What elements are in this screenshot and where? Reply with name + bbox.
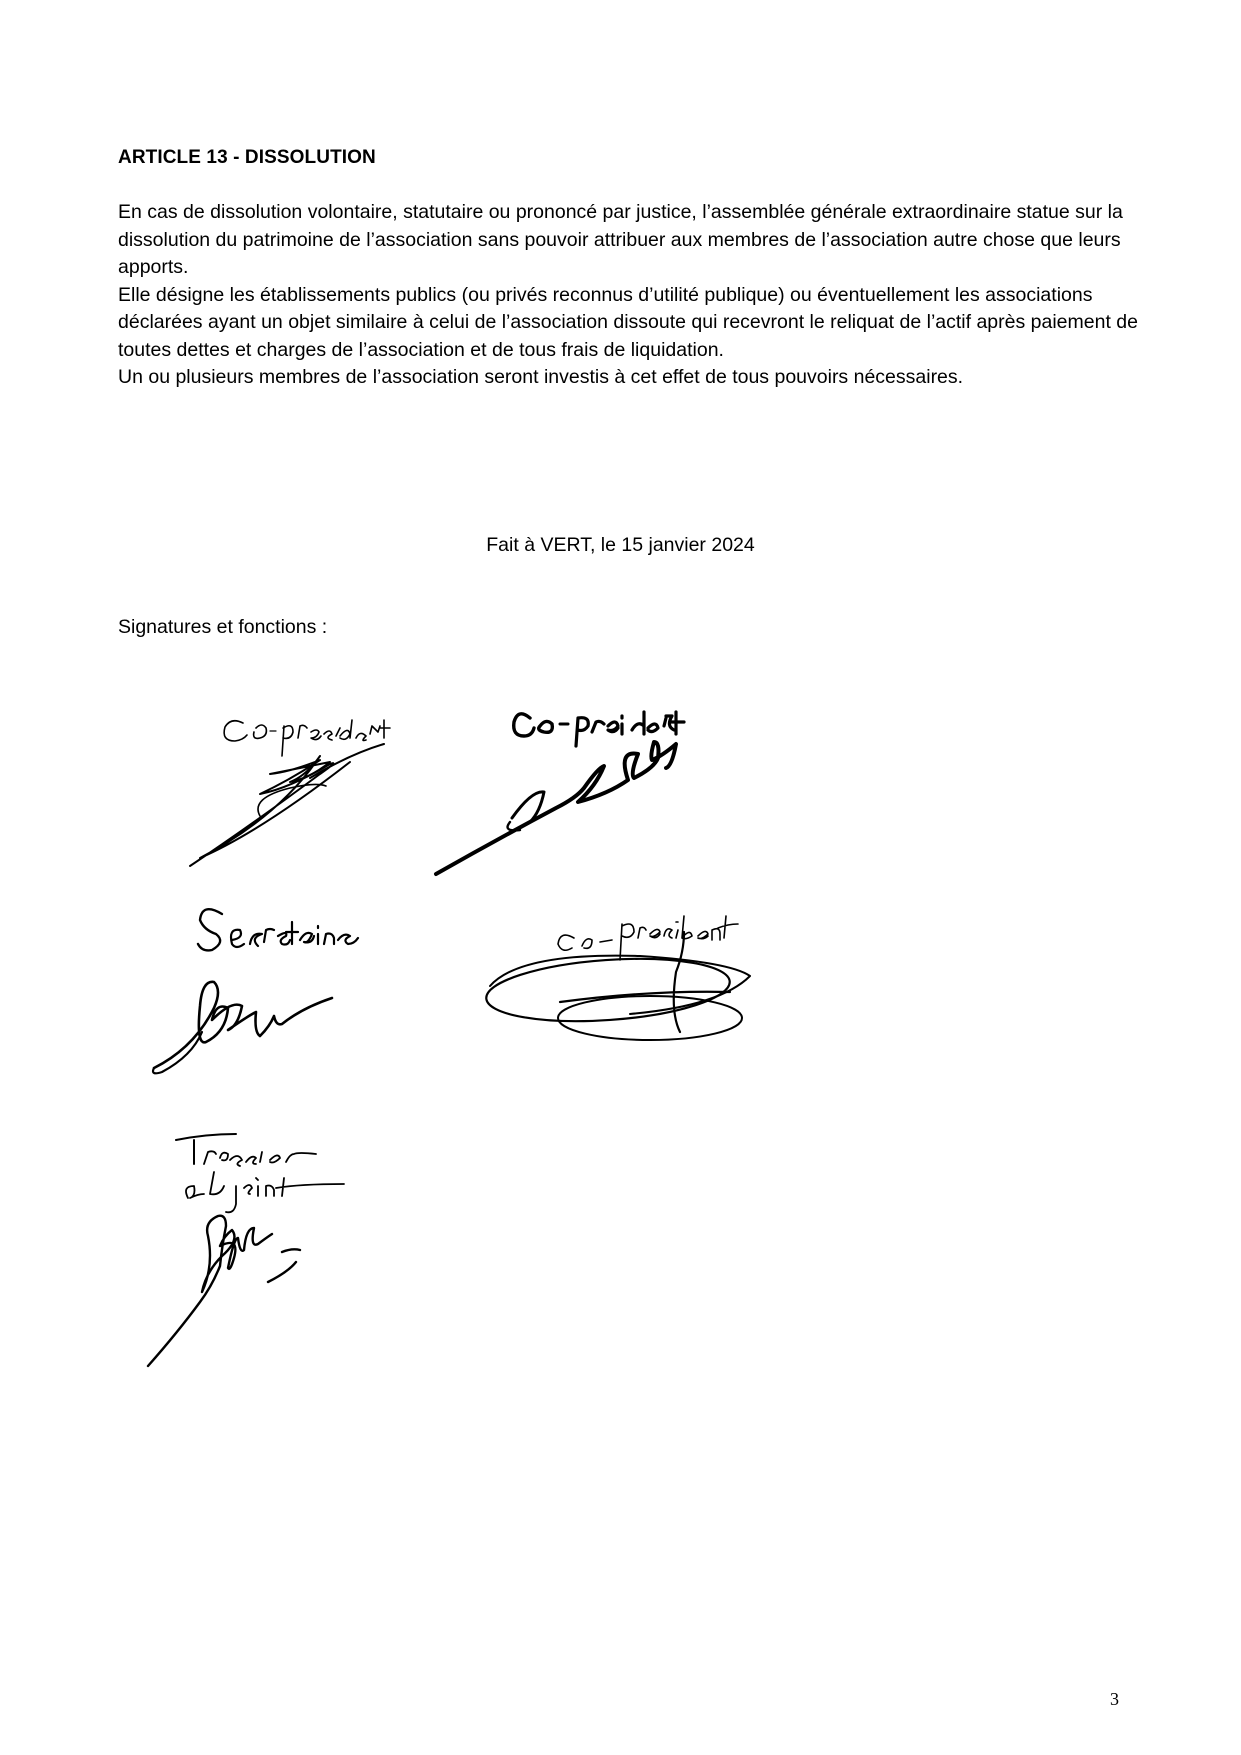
signature-co-president-3 — [484, 916, 750, 1040]
page-number: 3 — [1110, 1689, 1119, 1709]
signature-co-president-1 — [190, 720, 390, 866]
paragraph-mandate: Un ou plusieurs membres de l’association seront investis à cet effet de tous pouvoirs nécessaires. — [118, 366, 964, 388]
signature-tresorier-adjoint — [148, 1134, 344, 1366]
paragraph-dissolution-statute: En cas de dissolution volontaire, statutaire ou prononcé par justice, l’assemblée générale extraordinaire statue sur la dissolution du patrimoine de l’association sans pouvoir attribuer aux membres de l’association autre chose que leurs apports. — [118, 201, 1123, 278]
place-and-date: Fait à VERT, le 15 janvier 2024 — [486, 534, 755, 556]
signature-co-president-2 — [436, 712, 684, 874]
paragraph-beneficiaries: Elle désigne les établissements publics (ou privés reconnus d’utilité publique) ou éventuellement les associations déclarées ayant un objet similaire à celui de l’association dissoute qui recevront le reliquat de l’actif après paiement de toutes dettes et charges de l’association et de tous frais de liquidation. — [118, 283, 1138, 361]
signature-secretaire — [153, 909, 358, 1073]
signatures-label: Signatures et fonctions : — [118, 616, 328, 638]
article-heading: ARTICLE 13 - DISSOLUTION — [118, 147, 376, 168]
